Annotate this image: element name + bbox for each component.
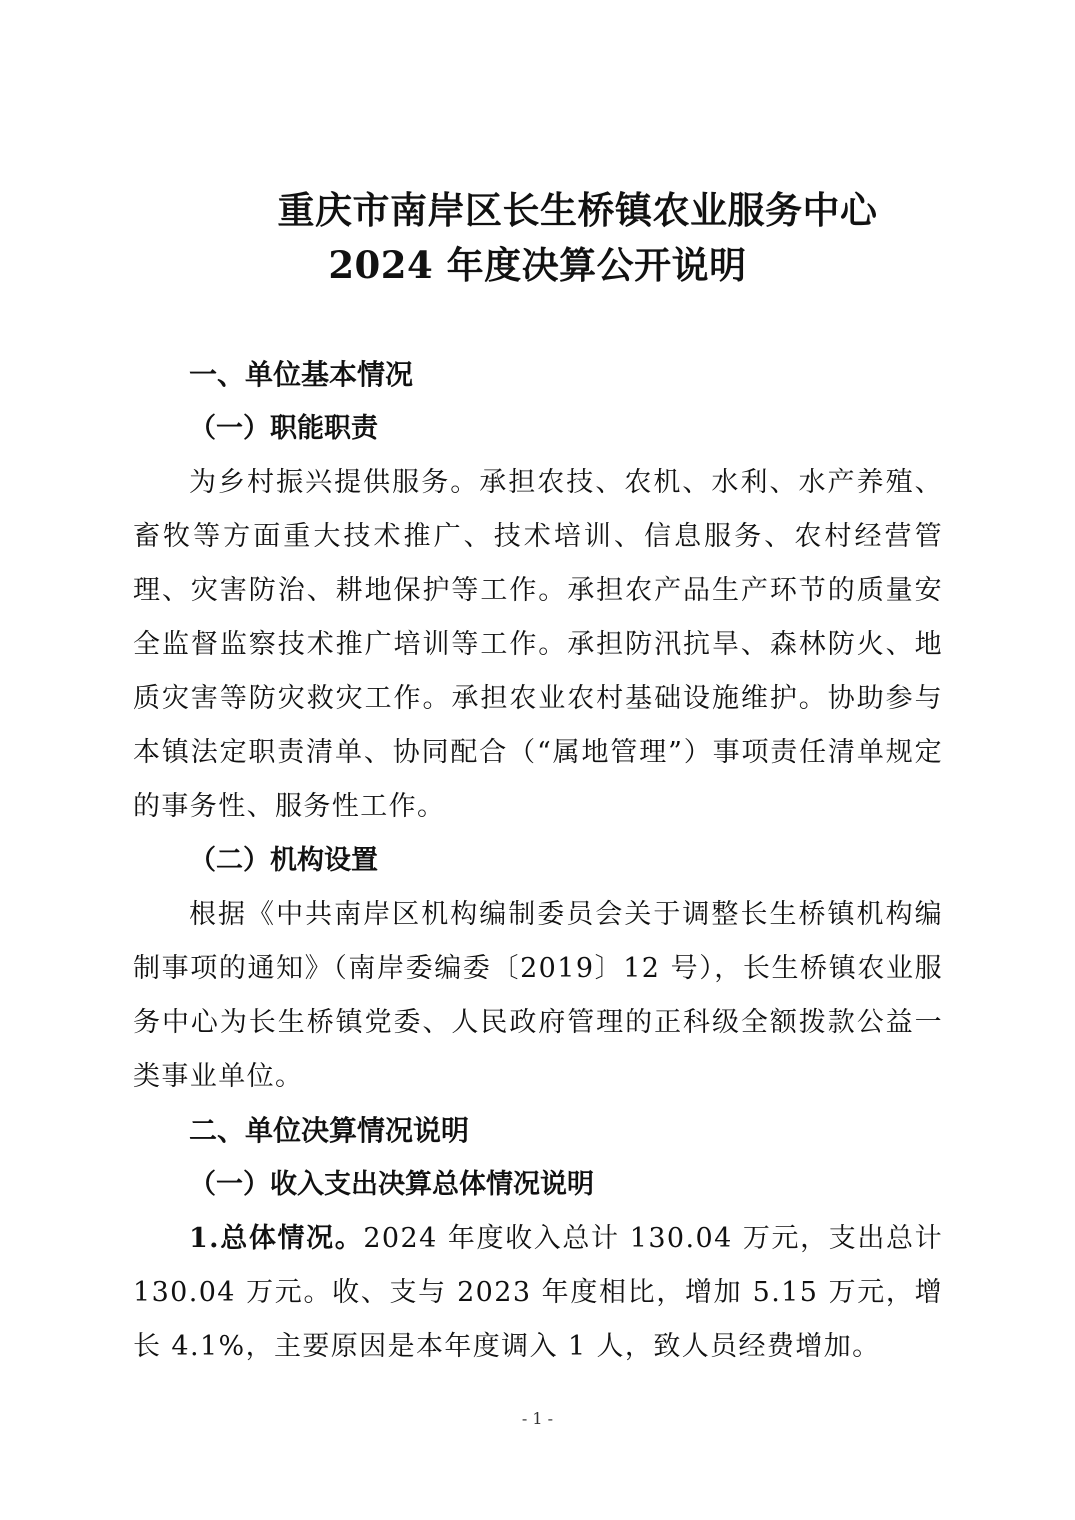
paragraph-functions: 为乡村振兴提供服务。承担农技、农机、水利、水产养殖、畜牧等方面重大技术推广、技术培训、信息服务、农村经营管理、灾害防治、耕地保护等工作。承担农产品生产环节的质量安全监督监察技术推广培训等工作。承担防汛抗旱、森林防火、地质灾害等防灾救灾工作。承担农业农村基础设施维护。协助参与本镇法定职责清单、协同配合（“属地管理”）事项责任清单规定的事务性、服务性工作。 <box>133 467 943 822</box>
subsection-heading-functions: （一）职能职责 <box>189 413 378 444</box>
page-number: - 1 - <box>521 1409 554 1428</box>
paragraph-overall <box>133 1212 943 1374</box>
subsection-heading-income-expense: （一）收入支出决算总体情况说明 <box>189 1169 594 1200</box>
title-line-1: 重庆市南岸区长生桥镇农业服务中心 <box>277 188 878 232</box>
title-line-2: 2024 年度决算公开说明 <box>328 243 747 287</box>
subsection-heading-organization: （二）机构设置 <box>189 845 378 876</box>
paragraph-overall-text: 2024 年度收入总计 130.04 万元，支出总计 130.04 万元。收、支与 2023 年度相比，增加 5.15 万元，增长 4.1%，主要原因是本年度调入 1 人，致人员经费增加。 <box>133 1223 943 1362</box>
section-heading-final-accounts: 二、单位决算情况说明 <box>189 1114 470 1147</box>
section-heading-unit-basic-info: 一、单位基本情况 <box>189 358 414 391</box>
paragraph-organization: 根据《中共南岸区机构编制委员会关于调整长生桥镇机构编制事项的通知》（南岸委编委〔2019〕12 号），长生桥镇农业服务中心为长生桥镇党委、人民政府管理的正科级全额拨款公益一类事业单位。 <box>133 899 943 1092</box>
paragraph-lead: 1.总体情况。 <box>189 1223 364 1254</box>
document-title <box>0 183 1075 293</box>
document-body <box>133 348 943 1374</box>
